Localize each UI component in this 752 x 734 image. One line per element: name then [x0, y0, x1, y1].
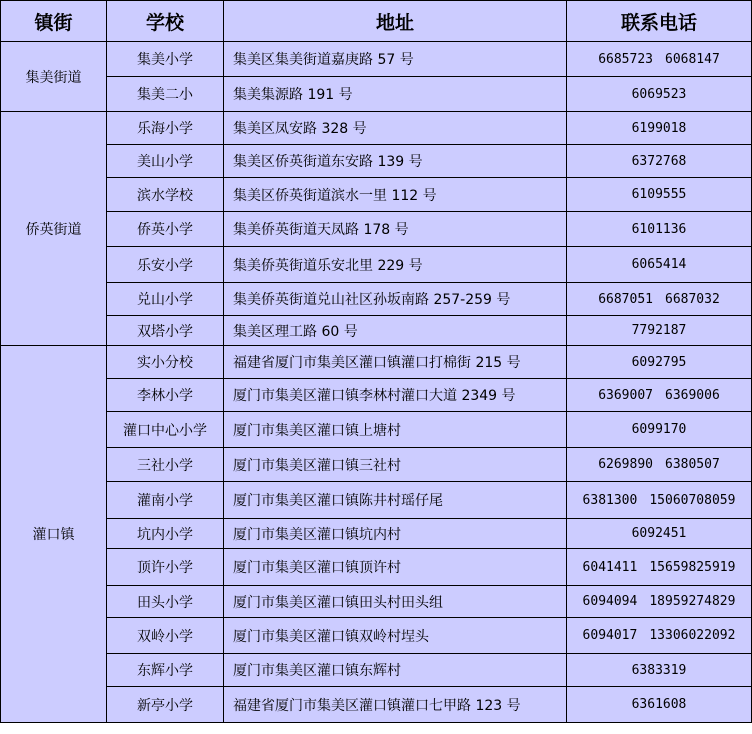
phone-number: 6361608: [631, 697, 687, 712]
address-cell: 集美区侨英街道东安路 139 号: [224, 145, 567, 178]
school-cell: 双塔小学: [107, 316, 224, 346]
phone-number: 6068147: [665, 51, 720, 67]
phone-number: 7792187: [631, 323, 687, 338]
address-cell: 集美侨英街道乐安北里 229 号: [224, 247, 567, 283]
address-cell: 厦门市集美区灌口镇田头村田头组: [224, 586, 567, 618]
phone-cell: [567, 448, 752, 482]
school-cell: 东辉小学: [107, 654, 224, 687]
table-row: [1, 178, 752, 212]
address-cell: 集美区理工路 60 号: [224, 316, 567, 346]
phone-number: 15060708059: [649, 492, 736, 508]
table-row: [1, 283, 752, 316]
school-cell: 李林小学: [107, 379, 224, 412]
school-cell: 集美小学: [107, 42, 224, 77]
header-school: 学校: [107, 1, 224, 42]
phone-number: 18959274829: [649, 594, 736, 609]
phone-cell: [567, 247, 752, 283]
phone-number: 6687032: [665, 291, 720, 307]
phone-number: 6369007: [598, 387, 653, 403]
address-cell: 厦门市集美区灌口镇陈井村瑶仔尾: [224, 482, 567, 519]
town-cell: 集美街道: [1, 42, 107, 112]
table-row: [1, 654, 752, 687]
table-row: [1, 247, 752, 283]
town-cell: 灌口镇: [1, 346, 107, 723]
phone-number: 6199018: [631, 120, 687, 136]
phone-number: 6069523: [631, 86, 687, 102]
address-cell: 厦门市集美区灌口镇顶许村: [224, 549, 567, 586]
phone-number: 6269890: [598, 457, 653, 472]
phone-number: 13306022092: [649, 628, 736, 643]
address-cell: 厦门市集美区灌口镇三社村: [224, 448, 567, 482]
table-row: [1, 586, 752, 618]
phone-cell: [567, 412, 752, 448]
phone-cell: [567, 178, 752, 212]
phone-number: 15659825919: [649, 559, 736, 575]
table-row: [1, 519, 752, 549]
header-phone: 联系电话: [567, 1, 752, 42]
phone-number: 6094094: [582, 594, 638, 609]
school-cell: 新亭小学: [107, 687, 224, 723]
phone-cell: [567, 379, 752, 412]
table-row: [1, 687, 752, 723]
phone-cell: [567, 519, 752, 549]
phone-number: 6099170: [631, 422, 687, 437]
school-cell: 滨水学校: [107, 178, 224, 212]
table-row: [1, 379, 752, 412]
school-cell: 双岭小学: [107, 618, 224, 654]
school-cell: 美山小学: [107, 145, 224, 178]
table-body: [1, 42, 752, 723]
phone-number: 6685723: [598, 51, 653, 67]
phone-cell: [567, 212, 752, 247]
school-cell: 集美二小: [107, 77, 224, 112]
school-cell: 乐海小学: [107, 112, 224, 145]
school-cell: 灌南小学: [107, 482, 224, 519]
address-cell: 集美侨英街道天凤路 178 号: [224, 212, 567, 247]
phone-cell: [567, 482, 752, 519]
phone-cell: [567, 586, 752, 618]
school-cell: 兑山小学: [107, 283, 224, 316]
table-row: [1, 412, 752, 448]
header-address: 地址: [224, 1, 567, 42]
phone-cell: [567, 687, 752, 723]
phone-number: 6092795: [631, 354, 687, 370]
phone-cell: [567, 112, 752, 145]
phone-number: 6065414: [631, 257, 687, 272]
phone-number: 6094017: [582, 628, 638, 643]
phone-number: 6369006: [665, 387, 720, 403]
school-cell: 实小分校: [107, 346, 224, 379]
address-cell: 厦门市集美区灌口镇李林村灌口大道 2349 号: [224, 379, 567, 412]
phone-cell: [567, 549, 752, 586]
phone-number: 6092451: [631, 526, 687, 541]
school-cell: 侨英小学: [107, 212, 224, 247]
table-row: [1, 145, 752, 178]
phone-number: 6372768: [631, 153, 687, 169]
header-row: [1, 1, 752, 42]
table-row: [1, 212, 752, 247]
school-cell: 三社小学: [107, 448, 224, 482]
phone-cell: [567, 346, 752, 379]
phone-number: 6380507: [665, 457, 720, 472]
address-cell: 福建省厦门市集美区灌口镇灌口七甲路 123 号: [224, 687, 567, 723]
phone-cell: [567, 77, 752, 112]
address-cell: 厦门市集美区灌口镇坑内村: [224, 519, 567, 549]
table-row: [1, 42, 752, 77]
address-cell: 集美区集美街道嘉庚路 57 号: [224, 42, 567, 77]
phone-number: 6687051: [598, 291, 653, 307]
table-row: [1, 618, 752, 654]
phone-cell: [567, 618, 752, 654]
phone-cell: [567, 42, 752, 77]
school-cell: 坑内小学: [107, 519, 224, 549]
address-cell: 厦门市集美区灌口镇东辉村: [224, 654, 567, 687]
address-cell: 厦门市集美区灌口镇上塘村: [224, 412, 567, 448]
phone-cell: [567, 316, 752, 346]
phone-number: 6101136: [631, 221, 687, 237]
school-cell: 田头小学: [107, 586, 224, 618]
phone-number: 6383319: [631, 662, 687, 678]
school-cell: 乐安小学: [107, 247, 224, 283]
phone-number: 6381300: [582, 492, 638, 508]
table-row: [1, 549, 752, 586]
phone-cell: [567, 283, 752, 316]
table-row: [1, 112, 752, 145]
table-row: [1, 448, 752, 482]
address-cell: 厦门市集美区灌口镇双岭村埕头: [224, 618, 567, 654]
address-cell: 集美区侨英街道滨水一里 112 号: [224, 178, 567, 212]
phone-number: 6109555: [631, 187, 687, 202]
table-row: [1, 77, 752, 112]
address-cell: 集美侨英街道兑山社区孙坂南路 257-259 号: [224, 283, 567, 316]
address-cell: 福建省厦门市集美区灌口镇灌口打棉街 215 号: [224, 346, 567, 379]
table-row: [1, 482, 752, 519]
phone-cell: [567, 145, 752, 178]
town-cell: 侨英街道: [1, 112, 107, 346]
phone-cell: [567, 654, 752, 687]
school-cell: 灌口中心小学: [107, 412, 224, 448]
address-cell: 集美区凤安路 328 号: [224, 112, 567, 145]
table-row: [1, 316, 752, 346]
school-cell: 顶许小学: [107, 549, 224, 586]
table-row: [1, 346, 752, 379]
header-town: 镇街: [1, 1, 107, 42]
phone-number: 6041411: [582, 559, 638, 575]
address-cell: 集美集源路 191 号: [224, 77, 567, 112]
